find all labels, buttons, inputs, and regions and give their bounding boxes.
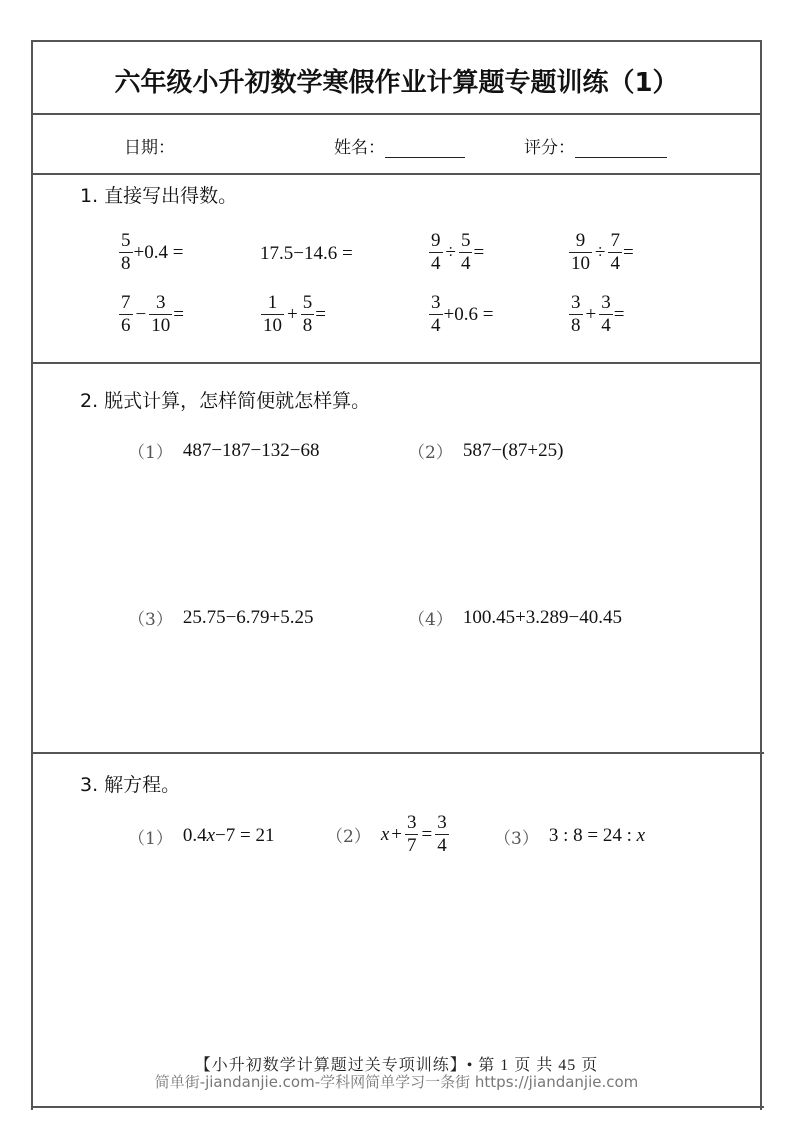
info-divider bbox=[33, 173, 762, 175]
date-label: 日期： bbox=[124, 138, 175, 158]
score-blank-line[interactable] bbox=[575, 139, 667, 158]
name-label: 姓名： bbox=[334, 138, 385, 158]
frame-top-border bbox=[33, 40, 762, 42]
fraction: $\frac{3}{7}$ bbox=[406, 812, 417, 856]
title-divider bbox=[33, 113, 762, 115]
s1-r2-expr3: $\frac{3}{4}$ +0.6 = bbox=[431, 292, 494, 336]
score-field[interactable] bbox=[524, 133, 667, 158]
section2-divider bbox=[31, 752, 764, 754]
frame-left-border bbox=[31, 40, 33, 1110]
name-field[interactable] bbox=[334, 133, 465, 158]
fraction: $\frac{3}{10}$ bbox=[151, 292, 171, 336]
s2-problem-2: （2） 587−(87+25) bbox=[408, 439, 564, 463]
fraction: $\frac{3}{8}$ bbox=[571, 292, 581, 336]
s2-problem-1: （1） 487−187−132−68 bbox=[128, 439, 320, 463]
fraction: $\frac{9}{4}$ bbox=[431, 230, 441, 274]
score-label: 评分： bbox=[524, 138, 575, 158]
fraction: $\frac{3}{4}$ bbox=[601, 292, 611, 336]
footer-watermark: 简单街-jiandanjie.com-学科网简单学习一条街 https://jiandanjie.com bbox=[154, 1073, 639, 1091]
fraction: $\frac{7}{6}$ bbox=[121, 292, 131, 336]
s3-equation-1: （1） 0.4 x −7 = 21 bbox=[128, 825, 275, 849]
s1-r2-expr4: $\frac{3}{8}$ + $\frac{3}{4}$ = bbox=[571, 292, 625, 336]
s1-r1-expr4: $\frac{9}{10}$ ÷ $\frac{7}{4}$ = bbox=[571, 230, 634, 274]
section1-divider bbox=[33, 362, 762, 364]
fraction: $\frac{5}{4}$ bbox=[460, 230, 471, 274]
frame-right-border bbox=[760, 40, 762, 1110]
fraction: $\frac{5}{8}$ bbox=[302, 292, 313, 336]
section3-heading: 3. 解方程。 bbox=[80, 774, 181, 796]
footer-page-info: 【小升初数学计算题过关专项训练】• 第 1 页 共 45 页 bbox=[194, 1057, 599, 1074]
s1-r1-expr2: 17.5−14.6 = bbox=[260, 243, 353, 264]
s1-r1-expr3: $\frac{9}{4}$ ÷ $\frac{5}{4}$ = bbox=[431, 230, 485, 274]
fraction: $\frac{3}{4}$ bbox=[431, 292, 441, 336]
s2-problem-4: （4） 100.45+3.289−40.45 bbox=[408, 606, 623, 630]
s1-r1-expr1: $\frac{5}{8}$ +0.4 = bbox=[121, 230, 184, 274]
fraction: $\frac{5}{8}$ bbox=[121, 230, 131, 274]
fraction: $\frac{1}{10}$ bbox=[263, 292, 282, 336]
page-title: 六年级小升初数学寒假作业计算题专题训练（1） bbox=[114, 68, 679, 98]
fraction: $\frac{3}{4}$ bbox=[437, 812, 447, 856]
name-blank-line[interactable] bbox=[385, 139, 465, 158]
section2-heading: 2. 脱式计算，怎样简便就怎样算。 bbox=[80, 390, 371, 412]
frame-bottom-border bbox=[31, 1106, 764, 1108]
date-field bbox=[124, 133, 175, 158]
s3-equation-3: （3） 3 : 8 = 24 : x bbox=[494, 825, 646, 849]
s1-r2-expr2: $\frac{1}{10}$ + $\frac{5}{8}$ = bbox=[263, 292, 326, 336]
section1-heading: 1. 直接写出得数。 bbox=[80, 185, 238, 207]
fraction: $\frac{7}{4}$ bbox=[610, 230, 620, 274]
s1-r2-expr1: $\frac{7}{6}$ − $\frac{3}{10}$ = bbox=[121, 292, 184, 336]
s2-problem-3: （3） 25.75−6.79+5.25 bbox=[128, 606, 314, 630]
fraction: $\frac{9}{10}$ bbox=[571, 230, 590, 274]
s3-equation-2: （2） x + $\frac{3}{7}$ = $\frac{3}{4}$ bbox=[326, 812, 447, 856]
